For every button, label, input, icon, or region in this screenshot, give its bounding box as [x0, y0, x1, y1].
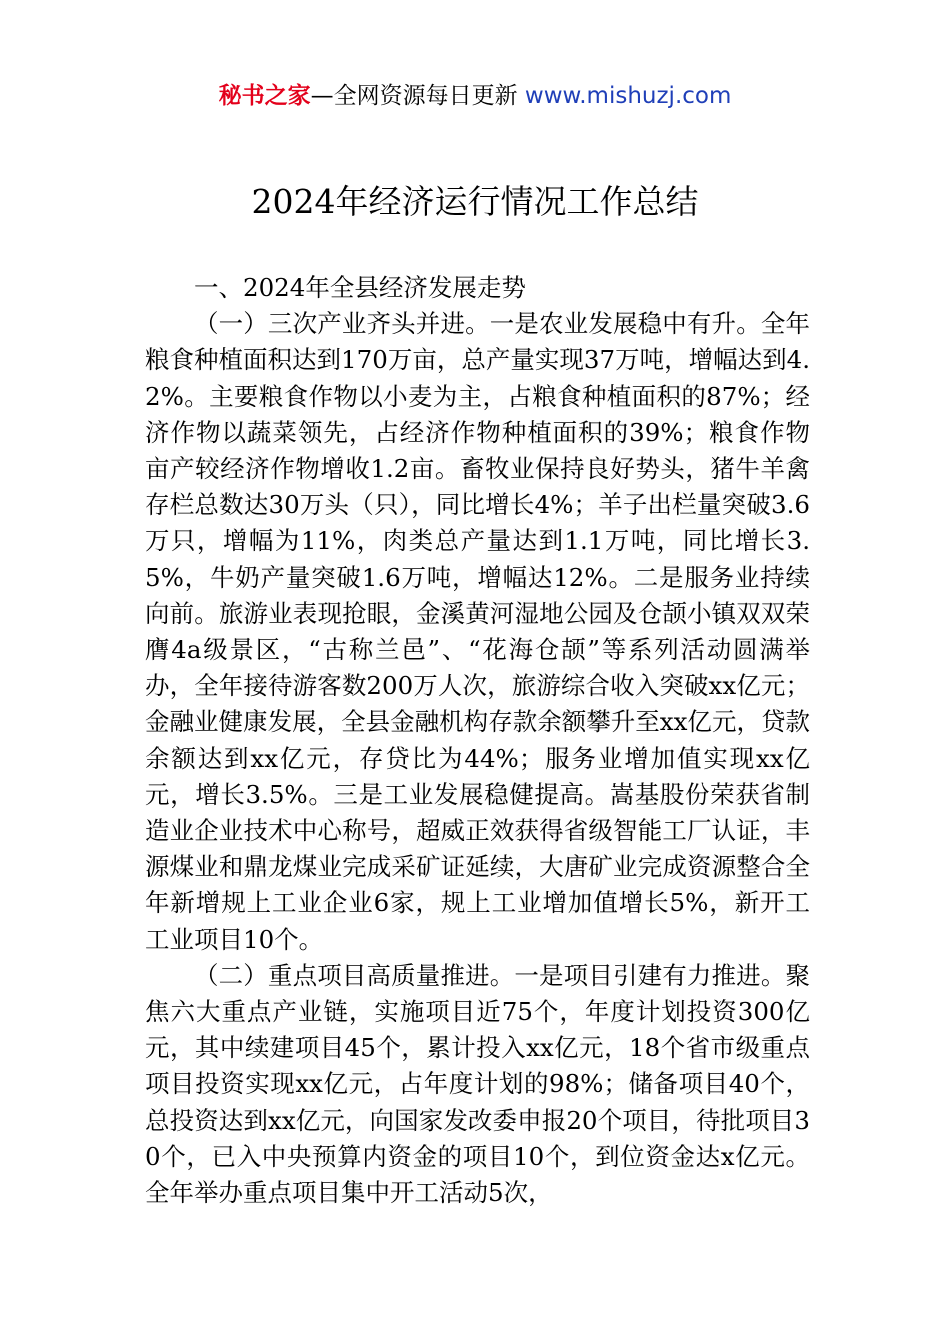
body-paragraph: （一）三次产业齐头并进。一是农业发展稳中有升。全年粮食种植面积达到170万亩，总产量实现37万吨，增幅达到4.2%。主要粮食作物以小麦为主，占粮食种植面积的87%；经济作物以蔬菜领先，占经济作物种植面积的39%；粮食作物亩产较经济作物增收1.2亩。畜牧业保持良好势头，猪牛羊禽存栏总数达30万头（只），同比增长4%；羊子出栏量突破3.6万只，增幅为11%，肉类总产量达到1.1万吨，同比增长3.5%，牛奶产量突破1.6万吨，增幅达12%。二是服务业持续向前。旅游业表现抢眼，金溪黄河湿地公园及仓颉小镇双双荣膺4a级景区，“古称兰邑”、“花海仓颉”等系列活动圆满举办，全年接待游客数200万人次，旅游综合收入突破xx亿元；金融业健康发展，全县金融机构存款余额攀升至xx亿元，贷款余额达到xx亿元，存贷比为44%；服务业增加值实现xx亿元，增长3.5%。三是工业发展稳健提高。嵩基股份荣获省制造业企业技术中心称号，超威正效获得省级智能工厂认证，丰源煤业和鼎龙煤业完成采矿证延续，大唐矿业完成资源整合全年新增规上工业企业6家，规上工业增加值增长5%，新开工工业项目10个。	[145, 309, 810, 954]
body-paragraph: （二）重点项目高质量推进。一是项目引建有力推进。聚焦六大重点产业链，实施项目近75个，年度计划投资300亿元，其中续建项目45个，累计投入xx亿元，18个省市级重点项目投资实现xx亿元，占年度计划的98%；储备项目40个，总投资达到xx亿元，向国家发改委申报20个项目，待批项目30个，已入中央预算内资金的项目10个，到位资金达x亿元。全年举办重点项目集中开工活动5次，	[145, 960, 810, 1208]
section-heading: 一、2024年全县经济发展走势	[194, 273, 526, 302]
site-url[interactable]: www.mishuzj.com	[524, 83, 732, 109]
site-header	[0, 80, 950, 112]
document-body	[145, 270, 810, 1211]
site-brand: 秘书之家	[218, 83, 311, 109]
document-title: 2024年经济运行情况工作总结	[251, 182, 699, 221]
site-tagline: —全网资源每日更新	[310, 83, 525, 109]
